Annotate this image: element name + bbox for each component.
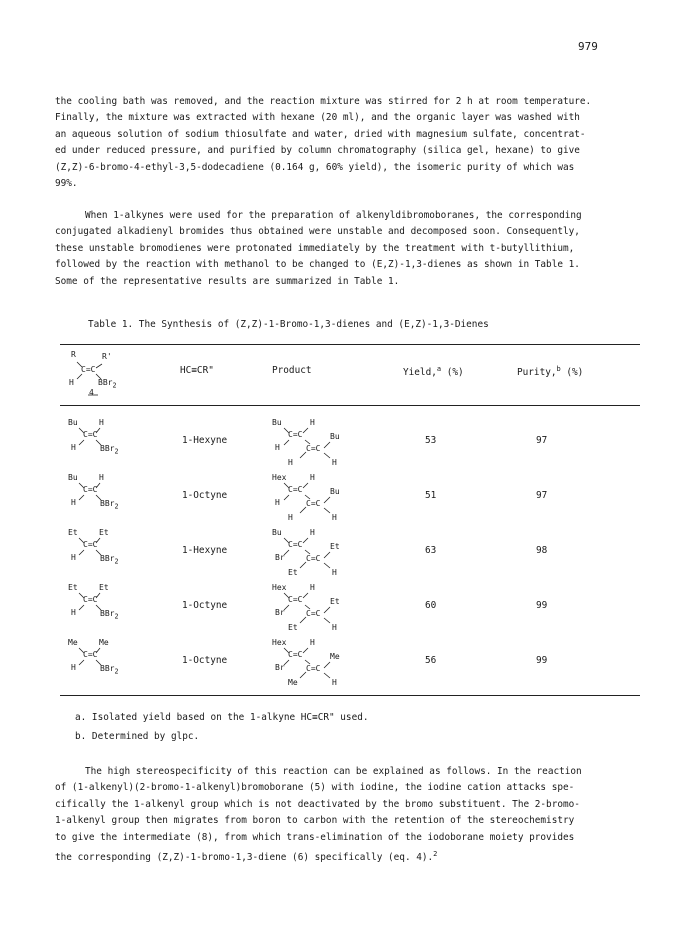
text-line: 1-alkenyl group then migrates from boron to carbon with the retention of the stereochemistry — [55, 815, 575, 827]
struct-label: Br — [275, 663, 285, 672]
struct-label: Et — [99, 528, 109, 537]
text-line: to give the intermediate (8), from which trans-elimination of the iodoborane moiety provides — [55, 831, 575, 843]
struct-label: BBr$_2$ — [100, 664, 119, 676]
text-line: When 1-alkynes were used for the preparation of alkenyldibromoboranes, the corresponding — [85, 210, 582, 221]
struct-label: Me — [68, 638, 78, 647]
header-product: Product — [272, 365, 312, 376]
struct-label: Bu — [330, 487, 340, 496]
struct-label: C=C — [83, 540, 98, 549]
struct-label: H — [288, 458, 293, 467]
struct-label: H — [310, 638, 315, 647]
struct-label: C=C — [288, 540, 303, 549]
struct-label: H — [310, 583, 315, 592]
struct-label: H — [332, 568, 337, 577]
struct-label: R — [71, 350, 76, 359]
header-yield: Yield,$^a$ (%) — [403, 365, 464, 379]
text-line: The high stereospecificity of this reaction can be explained as follows. In the reaction — [85, 766, 582, 777]
struct-label: Bu — [330, 432, 340, 441]
table-bottom-rule — [60, 695, 640, 696]
struct-label: C=C — [81, 365, 96, 374]
reagent-structure — [68, 638, 148, 688]
purity-value: 97 — [536, 435, 548, 446]
reagent-structure — [68, 473, 148, 523]
struct-label: C=C — [83, 650, 98, 659]
text-line: followed by the reaction with methanol to be changed to (E,Z)-1,3-dienes as shown in Table 1. — [55, 259, 580, 271]
paragraph-1 — [55, 94, 631, 192]
text-line: these unstable bromodienes were protonated immediately by the treatment with t-butyllithium, — [55, 242, 575, 254]
struct-label: H — [288, 513, 293, 522]
struct-label: BBr$_2$ — [100, 444, 119, 456]
paragraph-3 — [55, 764, 631, 867]
text-line: Some of the representative results are summarized in Table 1. — [55, 275, 400, 287]
footnote-b: b. Determined by glpc. — [75, 731, 200, 742]
reagent-structure — [68, 583, 148, 633]
alkyne-name: 1-Hexyne — [182, 435, 228, 446]
text-line: an aqueous solution of sodium thiosulfate and water, dried with magnesium sulfate, concentrat- — [55, 128, 586, 140]
struct-label: Hex — [272, 638, 287, 647]
purity-value: 98 — [536, 545, 548, 556]
reagent-structure — [68, 528, 148, 578]
struct-label: Me — [288, 678, 298, 687]
struct-label: Et — [330, 542, 340, 551]
struct-label: C=C — [306, 554, 321, 563]
struct-label: H — [71, 608, 76, 617]
header-structure — [68, 350, 148, 402]
purity-value: 99 — [536, 600, 548, 611]
alkyne-name: 1-Octyne — [182, 600, 228, 611]
struct-label: C=C — [83, 430, 98, 439]
alkyne-name: 1-Hexyne — [182, 545, 228, 556]
struct-label: H — [332, 458, 337, 467]
struct-label: C=C — [288, 485, 303, 494]
paragraph-2 — [55, 208, 631, 290]
footnote-a: a. Isolated yield based on the 1-alkyne HC≡CR" used. — [75, 712, 369, 723]
yield-value: 56 — [425, 655, 437, 666]
struct-label: C=C — [83, 595, 98, 604]
table-header-rule — [60, 405, 640, 406]
text-line: the corresponding (Z,Z)-1-bromo-1,3-diene (6) specifically (eq. 4).$^2$ — [55, 850, 438, 864]
struct-label: Bu — [68, 473, 78, 482]
product-structure — [272, 418, 372, 473]
product-structure — [272, 528, 372, 583]
struct-label: H — [71, 663, 76, 672]
table-caption: Table 1. The Synthesis of (Z,Z)-1-Bromo-1,3-dienes and (E,Z)-1,3-Dienes — [88, 319, 489, 330]
text-line: ed under reduced pressure, and purified by column chromatography (silica gel, hexane) to give — [55, 145, 580, 157]
struct-label: H — [310, 473, 315, 482]
struct-label: H — [275, 443, 280, 452]
purity-value: 97 — [536, 490, 548, 501]
struct-label: Hex — [272, 473, 287, 482]
struct-label: C=C — [288, 650, 303, 659]
struct-label: C=C — [288, 430, 303, 439]
struct-label: C=C — [306, 609, 321, 618]
struct-label: Me — [330, 652, 340, 661]
text-line: of (1-alkenyl)(2-bromo-1-alkenyl)bromoborane (5) with iodine, the iodine cation attacks spe- — [55, 782, 575, 794]
reagent-structure — [68, 418, 148, 468]
product-structure — [272, 583, 372, 638]
struct-label: H — [332, 623, 337, 632]
yield-value: 51 — [425, 490, 437, 501]
purity-value: 99 — [536, 655, 548, 666]
text-line: the cooling bath was removed, and the reaction mixture was stirred for 2 h at room temperature. — [55, 96, 592, 107]
struct-label: BBr$_2$ — [100, 609, 119, 621]
struct-label: C=C — [288, 595, 303, 604]
struct-label: Bu — [68, 418, 78, 427]
struct-label: Et — [68, 583, 78, 592]
struct-label: H — [71, 443, 76, 452]
table-top-rule — [60, 344, 640, 345]
struct-label: Et — [99, 583, 109, 592]
struct-label: BBr$_2$ — [98, 378, 117, 390]
struct-label: C=C — [83, 485, 98, 494]
text-line: (Z,Z)-6-bromo-4-ethyl-3,5-dodecadiene (0.164 g, 60% yield), the isomeric purity of which was — [55, 161, 575, 173]
text-line: cifically the 1-alkenyl group which is not deactivated by the bromo substituent. The 2-bromo- — [55, 798, 580, 810]
struct-label: C=C — [306, 664, 321, 673]
page-number: 979 — [578, 40, 598, 53]
struct-label: H — [99, 418, 104, 427]
text-line: 99%. — [55, 178, 78, 190]
struct-label: H — [69, 378, 74, 387]
struct-label: Bu — [272, 418, 282, 427]
struct-label: Br — [275, 553, 285, 562]
yield-value: 60 — [425, 600, 437, 611]
struct-label: BBr$_2$ — [100, 554, 119, 566]
struct-label: H — [310, 418, 315, 427]
compound-number: 4 — [89, 388, 94, 397]
struct-label: H — [332, 678, 337, 687]
yield-value: 53 — [425, 435, 437, 446]
struct-label: Et — [288, 623, 298, 632]
struct-label: C=C — [306, 499, 321, 508]
struct-label: Et — [288, 568, 298, 577]
alkyne-name: 1-Octyne — [182, 655, 228, 666]
struct-label: R' — [102, 352, 112, 361]
struct-label: H — [99, 473, 104, 482]
struct-label: Bu — [272, 528, 282, 537]
struct-label: H — [71, 553, 76, 562]
struct-label: H — [310, 528, 315, 537]
struct-label: Br — [275, 608, 285, 617]
alkyne-name: 1-Octyne — [182, 490, 228, 501]
struct-label: Me — [99, 638, 109, 647]
product-structure — [272, 473, 372, 528]
struct-label: Et — [330, 597, 340, 606]
struct-label: H — [71, 498, 76, 507]
struct-label: C=C — [306, 444, 321, 453]
header-purity: Purity,$^b$ (%) — [517, 365, 584, 379]
struct-label: Et — [68, 528, 78, 537]
header-reagent: HC≡CR" — [180, 365, 214, 376]
product-structure — [272, 638, 372, 693]
struct-label: H — [332, 513, 337, 522]
struct-label: Hex — [272, 583, 287, 592]
text-line: conjugated alkadienyl bromides thus obtained were unstable and decomposed soon. Consequently, — [55, 226, 580, 238]
struct-label: BBr$_2$ — [100, 499, 119, 511]
yield-value: 63 — [425, 545, 437, 556]
struct-label: H — [275, 498, 280, 507]
text-line: Finally, the mixture was extracted with hexane (20 ml), and the organic layer was washed with — [55, 112, 580, 124]
